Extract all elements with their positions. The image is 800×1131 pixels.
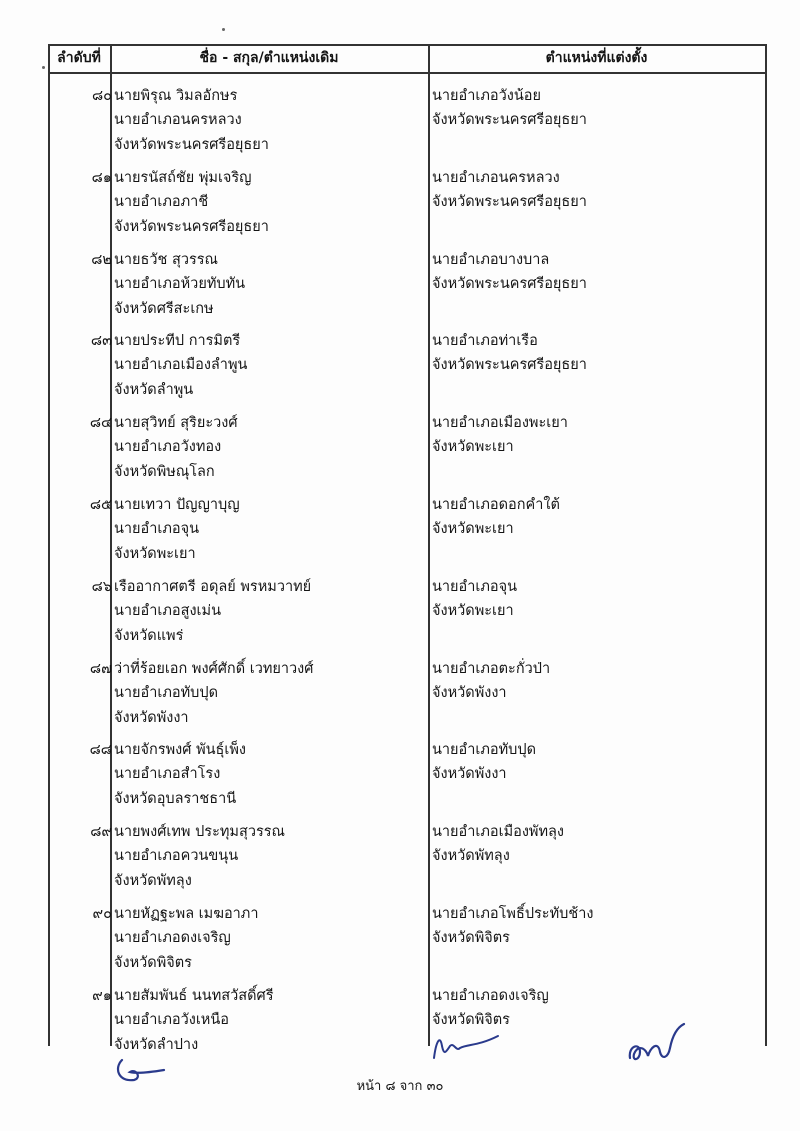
row-number: ๘๒ <box>91 251 112 268</box>
old-position: นายอำเภอดงเจริญ <box>114 930 231 946</box>
table-row <box>0 816 800 898</box>
new-province: จังหวัดพะเยา <box>432 439 514 456</box>
row-number: ๘๕ <box>89 497 112 513</box>
row-number: ๘๘ <box>89 742 112 759</box>
new-province: จังหวัดพระนครศรีอยุธยา <box>432 112 587 128</box>
new-province: จังหวัดพังงา <box>432 766 507 783</box>
table-header-border <box>48 72 766 74</box>
old-province: จังหวัดพะเยา <box>114 546 196 562</box>
header-new-position: ตำแหน่งที่แต่งตั้ง <box>545 50 648 66</box>
old-position: นายอำเภอควนขนุน <box>114 848 239 865</box>
person-name: นายสัมพันธ์ นนทสวัสดิ์ศรี <box>114 987 274 1004</box>
new-province: จังหวัดพะเยา <box>432 602 514 619</box>
new-position: นายอำเภอบางบาล <box>432 251 550 268</box>
old-position: นายอำเภอจุน <box>114 521 200 537</box>
new-position: นายอำเภอตะกั่วป่า <box>432 660 551 677</box>
old-province: จังหวัดลำปาง <box>114 1036 199 1053</box>
old-position: นายอำเภอเมืองลำพูน <box>114 357 248 374</box>
row-number: ๘๑ <box>91 169 112 186</box>
person-name: นายเทวา ปัญญาบุญ <box>114 497 240 513</box>
old-position: นายอำเภอวังเหนือ <box>114 1011 229 1028</box>
old-province: จังหวัดพัทลุง <box>114 873 192 890</box>
table-row <box>0 325 800 407</box>
new-position: นายอำเภอเมืองพะเยา <box>432 415 568 432</box>
person-name: เรืออากาศตรี อดุลย์ พรหมวาทย์ <box>114 578 312 595</box>
table-row <box>0 571 800 653</box>
old-province: จังหวัดแพร่ <box>114 627 184 644</box>
new-position: นายอำเภอโพธิ์ประทับช้าง <box>432 906 594 922</box>
person-name: นายหัฏฐะพล เมฆอาภา <box>114 906 259 922</box>
row-number: ๘๙ <box>90 824 112 841</box>
row-number: ๘๗ <box>89 660 112 677</box>
old-province: จังหวัดพระนครศรีอยุธยา <box>114 137 269 153</box>
new-position: นายอำเภอวังน้อย <box>432 88 541 104</box>
new-position: นายอำเภอท่าเรือ <box>432 333 538 350</box>
signature-middle <box>428 1030 518 1066</box>
new-province: จังหวัดพิจิตร <box>432 930 510 946</box>
new-province: จังหวัดพัทลุง <box>432 848 510 865</box>
new-province: จังหวัดพังงา <box>432 684 507 701</box>
new-position: นายอำเภอดงเจริญ <box>432 987 549 1004</box>
table-row <box>0 162 800 244</box>
person-name: นายรนัสถ์ชัย พุ่มเจริญ <box>114 169 252 186</box>
table-row <box>0 898 800 980</box>
new-province: จังหวัดพระนครศรีอยุธยา <box>432 357 587 374</box>
header-order: ลำดับที่ <box>57 50 101 66</box>
old-province: จังหวัดพิจิตร <box>114 955 192 971</box>
row-number: ๘๓ <box>90 333 112 350</box>
table-row <box>0 489 800 571</box>
scan-speck <box>222 28 225 31</box>
new-position: นายอำเภอเมืองพัทลุง <box>432 824 565 841</box>
old-province: จังหวัดลำพูน <box>114 382 194 399</box>
old-position: นายอำเภอวังทอง <box>114 439 222 456</box>
person-name: นายพิรุณ วิมลอักษร <box>114 88 238 104</box>
table-row <box>0 407 800 489</box>
person-name: นายจักรพงศ์ พันธุ์เพ็ง <box>114 742 246 759</box>
old-province: จังหวัดพระนครศรีอยุธยา <box>114 218 269 235</box>
old-position: นายอำเภอภาชี <box>114 193 209 210</box>
table-row <box>0 244 800 326</box>
person-name: นายพงศ์เทพ ประทุมสุวรรณ <box>114 824 285 841</box>
row-number: ๘๖ <box>91 578 112 595</box>
row-number: ๙๑ <box>92 987 112 1004</box>
new-position: นายอำเภอนครหลวง <box>432 169 560 186</box>
old-province: จังหวัดอุบลราชธานี <box>114 791 237 808</box>
person-name: นายประทีป การมิตรี <box>114 333 241 350</box>
signature-right <box>622 1018 692 1068</box>
scan-speck <box>42 66 45 69</box>
old-position: นายอำเภอสูงเม่น <box>114 602 221 619</box>
person-name: ว่าที่ร้อยเอก พงศ์ศักดิ์ เวทยาวงศ์ <box>114 660 314 677</box>
old-position: นายอำเภอทับปุด <box>114 684 219 701</box>
old-province: จังหวัดพังงา <box>114 709 189 726</box>
new-province: จังหวัดพิจิตร <box>432 1011 510 1028</box>
old-position: นายอำเภอสำโรง <box>114 766 221 783</box>
new-position: นายอำเภอดอกคำใต้ <box>432 497 560 513</box>
table-row <box>0 80 800 162</box>
old-position: นายอำเภอห้วยทับทัน <box>114 275 246 292</box>
row-number: ๘๔ <box>89 415 112 432</box>
new-province: จังหวัดพระนครศรีอยุธยา <box>432 193 587 210</box>
row-number: ๘๐ <box>91 88 112 104</box>
row-number: ๙๐ <box>92 906 112 922</box>
new-province: จังหวัดพระนครศรีอยุธยา <box>432 275 587 292</box>
page-number: หน้า ๘ จาก ๓๐ <box>356 1079 444 1094</box>
table-row <box>0 653 800 735</box>
new-position: นายอำเภอจุน <box>432 578 518 595</box>
header-name: ชื่อ - สกุล/ตำแหน่งเดิม <box>199 50 339 66</box>
person-name: นายธวัช สุวรรณ <box>114 251 219 268</box>
old-province: จังหวัดศรีสะเกษ <box>114 300 214 317</box>
new-province: จังหวัดพะเยา <box>432 521 514 537</box>
person-name: นายสุวิทย์ สุริยะวงศ์ <box>114 415 238 432</box>
new-position: นายอำเภอทับปุด <box>432 742 537 759</box>
old-province: จังหวัดพิษณุโลก <box>114 464 215 481</box>
table-row <box>0 734 800 816</box>
old-position: นายอำเภอนครหลวง <box>114 112 242 128</box>
